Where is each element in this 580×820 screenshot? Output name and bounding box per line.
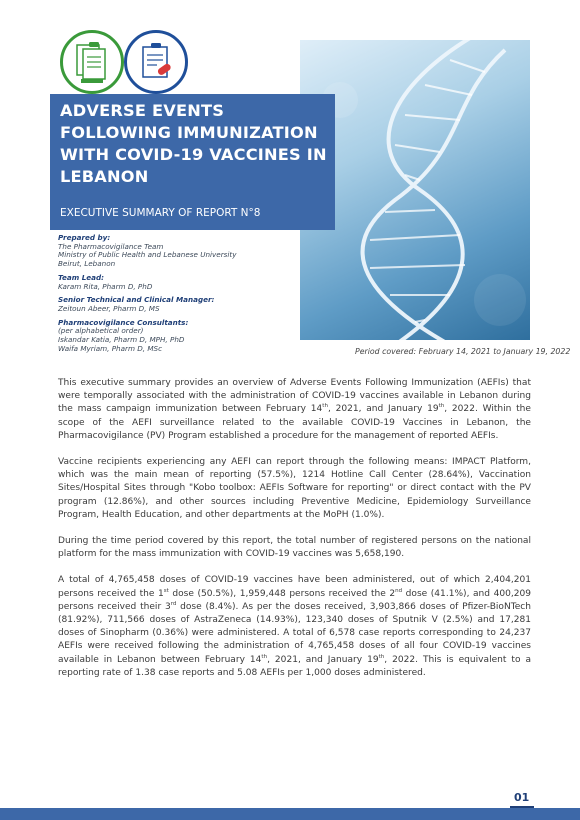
pharmacovigilance-logo-icon (60, 30, 124, 94)
paragraph-reporting-means: Vaccine recipients experiencing any AEFI can report through the following means: IMPACT Platform, which was the main mean of reporting (57.5%), 1214 Hotline Call Center (28.64%), Vaccination Sites/Hospital Sites through "Kobo toolbox: AEFIs Software for reporting" or direct contact with the PV program (12.86%), and other sources including Preventive Medicine, Epidemiology Surveillance Program, Health Education, and other departments at the MoPH (1.0%). (58, 457, 531, 520)
footer-bar (0, 808, 580, 820)
executive-summary-body (58, 377, 531, 693)
report-subtitle: EXECUTIVE SUMMARY OF REPORT N°8 (60, 207, 261, 219)
paragraph-registered: During the time period covered by this report, the total number of registered persons on the national platform for the mass immunization with COVID-19 vaccines was 5,658,190. (58, 536, 531, 560)
prepared-by-label: Prepared by: (58, 233, 111, 242)
manager-name: Zeitoun Abeer, Pharm D, MS (58, 303, 160, 313)
prepared-by-line: Beirut, Lebanon (58, 259, 116, 269)
report-title: ADVERSE EVENTS FOLLOWING IMMUNIZATION WITH COVID-19 VACCINES IN LEBANON (60, 101, 327, 186)
ministry-logo-icon (124, 30, 188, 94)
paragraph-doses: A total of 4,765,458 doses of COVID-19 vaccines have been administered, out of which 2,404,201 persons received the 1st dose (50.5%), 1,959,448 persons received the 2nd dose (41.1%), and 400,209 persons received their 3rd dose (8.4%). As per the doses received, 3,903,866 doses of Pfizer-BioNTech (81.92%), 711,566 doses of AstraZeneca (14.93%), 123,340 doses of Sputnik V (2.5%) and 17,281 doses of Sinopharm (0.36%) were administered. A total of 6,578 case reports corresponding to 24,237 AEFIs were received following the administration of 4,765,458 doses of all four COVID-19 vaccines available in Lebanon between February 14th, 2021, and January 19th, 2022. This is equivalent to a reporting rate of 1.38 case reports and 5.08 AEFIs per 1,000 doses administered. (58, 575, 532, 678)
credits-block (58, 234, 298, 353)
consultants-line: (per alphabetical order) (58, 326, 144, 336)
consultants-line: Waifa Myriam, Pharm D, MSc (58, 343, 163, 353)
consultants-line: Iskandar Katia, Pharm D, MPH, PhD (58, 335, 185, 345)
page-number: 01 (514, 791, 530, 804)
prepared-by-line: Ministry of Public Health and Lebanese University (58, 250, 237, 260)
paragraph-intro: This executive summary provides an overview of Adverse Events Following Immunization (AEFIs) that were temporally associated with the administration of COVID-19 vaccines available in Lebanon during the mass campaign immunization between February 14th, 2021, and January 19th, 2022. Within the scope of the AEFI surveillance related to the available COVID-19 Vaccines in Lebanon, the Pharmacovigilance (PV) Program established a procedure for the management of reported AEFIs. (58, 378, 531, 441)
team-lead-label: Team Lead: (58, 272, 105, 282)
manager-label: Senior Technical and Clinical Manager: (58, 295, 215, 305)
consultants-label: Pharmacovigilance Consultants: (58, 317, 189, 327)
title-banner (50, 94, 335, 230)
logos (60, 30, 180, 92)
prepared-by-line: The Pharmacovigilance Team (58, 241, 164, 251)
team-lead-name: Karam Rita, Pharm D, PhD (58, 281, 153, 291)
period-covered: Period covered: February 14, 2021 to January 19, 2022 (355, 347, 571, 356)
